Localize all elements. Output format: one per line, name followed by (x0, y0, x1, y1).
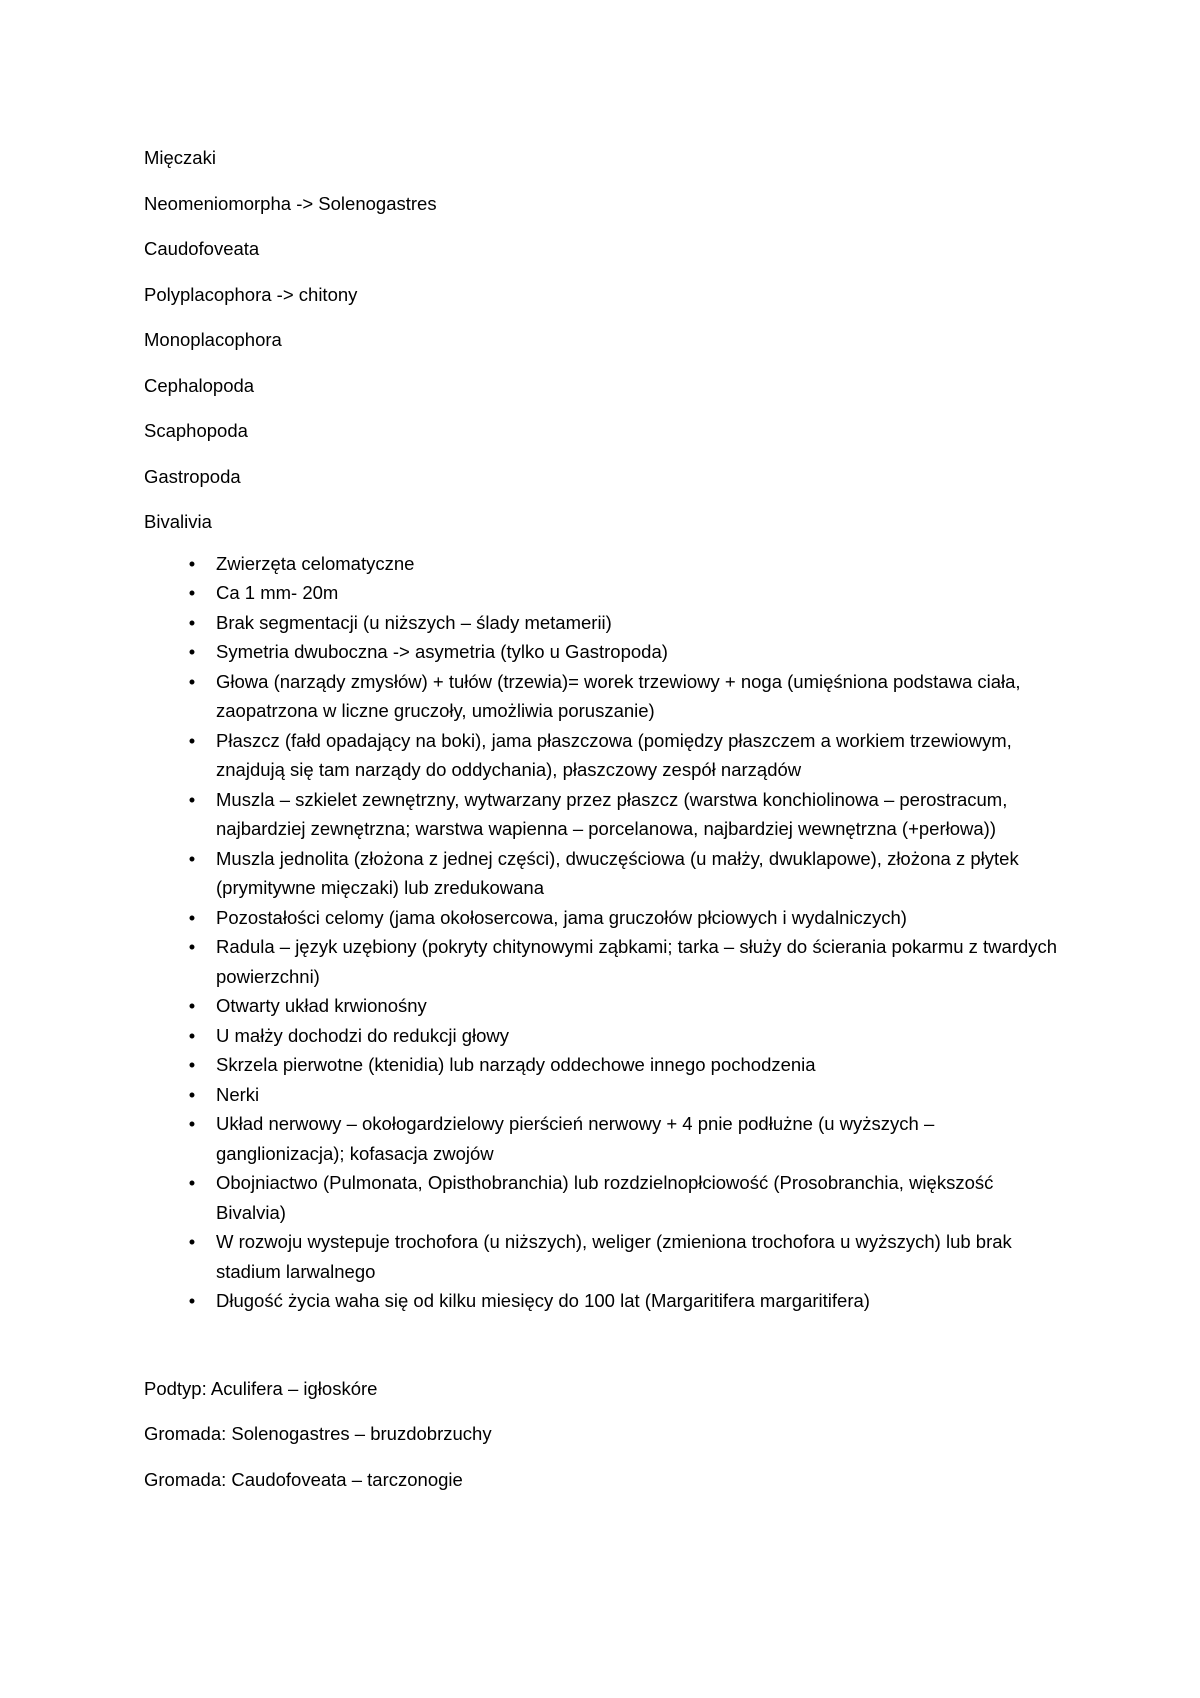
bullet-icon: • (188, 582, 196, 603)
list-item (144, 785, 1064, 844)
bullet-icon: • (188, 1024, 196, 1046)
list-item (144, 991, 1064, 1021)
classification-line: Gromada: Caudofoveata – tarczonogie (144, 1468, 463, 1490)
blank-paragraph (144, 1316, 1064, 1374)
list-item (144, 667, 1064, 726)
list-item (144, 726, 1064, 785)
list-item (144, 549, 1064, 579)
bullet-icon: • (188, 552, 196, 574)
taxon-line: Polyplacophora -> chitony (144, 283, 358, 305)
list-item-text: Obojniactwo (Pulmonata, Opisthobranchia) lub rozdzielnopłciowość (Prosobranchia, większość Bivalvia) (216, 1172, 994, 1223)
bullet-icon: • (188, 1290, 196, 1311)
list-item (144, 1109, 1064, 1168)
bullet-icon: • (188, 847, 196, 869)
bullet-icon: • (188, 1231, 196, 1252)
list-item (144, 1021, 1064, 1051)
list-item (144, 1227, 1064, 1286)
list-item (144, 608, 1064, 638)
taxon-line: Caudofoveata (144, 238, 260, 259)
list-item (144, 1050, 1064, 1080)
list-item-text: Skrzela pierwotne (ktenidia) lub narządy oddechowe innego pochodzenia (216, 1054, 816, 1075)
bullet-icon: • (188, 995, 196, 1016)
bullet-icon: • (188, 906, 196, 928)
list-item-text: U małży dochodzi do redukcji głowy (216, 1024, 510, 1046)
list-item-text: Muszla – szkielet zewnętrzny, wytwarzany przez płaszcz (warstwa konchiolinowa – perostracum, najbardziej zewnętrzna; warstwa wapienna – porcelanowa, najbardziej wewnętrzna (+perłowa)) (216, 788, 1008, 839)
list-item (144, 1168, 1064, 1227)
bullet-icon: • (188, 729, 196, 751)
list-item (144, 1080, 1064, 1110)
list-item-text: Ca 1 mm- 20m (216, 582, 339, 603)
taxon-line: Gastropoda (144, 465, 241, 487)
bullet-icon: • (188, 611, 196, 633)
list-item-text: Muszla jednolita (złożona z jednej części), dwuczęściowa (u małży, dwuklapowe), złożona z płytek (prymitywne mięczaki) lub zredukowana (216, 847, 1019, 898)
list-item-text: Układ nerwowy – okołogardzielowy pierścień nerwowy + 4 pnie podłużne (u wyższych – ganglionizacja); kofasacja zwojów (216, 1113, 935, 1164)
list-item-text: Nerki (216, 1083, 260, 1105)
bullet-icon: • (188, 936, 196, 957)
list-item (144, 932, 1064, 991)
list-item-text: W rozwoju wystepuje trochofora (u niższych), weliger (zmieniona trochofora u wyższych) lub brak stadium larwalnego (216, 1231, 1012, 1282)
list-item (144, 578, 1064, 608)
list-item-text: Długość życia waha się od kilku miesięcy do 100 lat (Margaritifera margaritifera) (216, 1290, 870, 1311)
taxon-line: Neomeniomorpha -> Solenogastres (144, 192, 437, 214)
bullet-icon: • (188, 1083, 196, 1105)
list-item-text: Pozostałości celomy (jama okołosercowa, jama gruczołów płciowych i wydalniczych) (216, 906, 907, 928)
list-item (144, 1286, 1064, 1316)
classification-line: Podtyp: Aculifera – igłoskóre (144, 1377, 378, 1399)
taxon-line: Cephalopoda (144, 374, 255, 396)
bullet-icon: • (188, 1054, 196, 1075)
bullet-icon: • (188, 1113, 196, 1134)
bullet-icon: • (188, 670, 196, 692)
list-item (144, 903, 1064, 933)
taxon-line: Monoplacophora (144, 329, 282, 350)
list-item-text: Głowa (narządy zmysłów) + tułów (trzewia)= worek trzewiowy + noga (umięśniona podstawa ciała, zaopatrzona w liczne gruczoły, umożliwia poruszanie) (216, 670, 1021, 721)
list-item (144, 844, 1064, 903)
classification-line: Gromada: Solenogastres – bruzdobrzuchy (144, 1423, 492, 1444)
list-item-text: Płaszcz (fałd opadający na boki), jama płaszczowa (pomiędzy płaszczem a workiem trzewiowym, znajdują się tam narządy do oddychania), płaszczowy zespół narządów (216, 729, 1012, 780)
list-item-text: Brak segmentacji (u niższych – ślady metamerii) (216, 611, 612, 633)
list-item-text: Otwarty układ krwionośny (216, 995, 427, 1016)
list-item-text: Zwierzęta celomatyczne (216, 552, 415, 574)
document-body (144, 143, 1064, 1510)
bullet-icon: • (188, 1172, 196, 1193)
bullet-list (144, 549, 1064, 1316)
heading-line: Mięczaki (144, 147, 216, 168)
bullet-icon: • (188, 788, 196, 810)
list-item-text: Radula – język uzębiony (pokryty chitynowymi ząbkami; tarka – służy do ścierania pokarmu z twardych powierzchni) (216, 936, 1058, 987)
bullet-icon: • (188, 641, 196, 662)
list-item-text: Symetria dwuboczna -> asymetria (tylko u Gastropoda) (216, 641, 668, 662)
list-item (144, 637, 1064, 667)
taxon-line: Bivalivia (144, 511, 212, 532)
taxon-line: Scaphopoda (144, 420, 248, 441)
